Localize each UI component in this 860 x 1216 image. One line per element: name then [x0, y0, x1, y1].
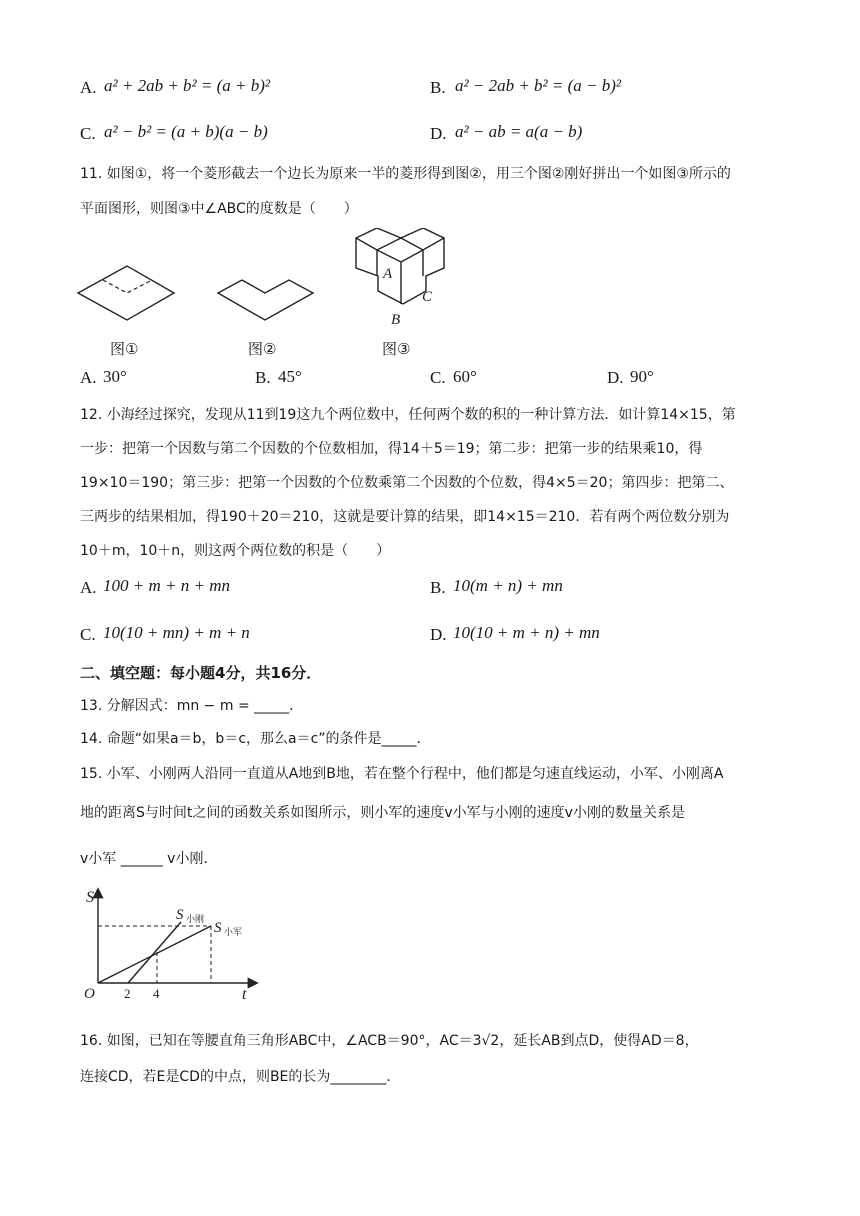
- q12-text-line1: 12. 小海经过探究，发现从11到19这九个两位数中，任何两个数的积的一种计算方法．如计算14×15，第: [80, 407, 736, 423]
- q11-option-c-value: 60°: [453, 367, 477, 386]
- q11-option-d-letter: D.: [607, 368, 624, 387]
- q16-text-line2: 连接CD，若E是CD的中点，则BE的长为________．: [80, 1069, 401, 1085]
- q15-distance-time-graph: [78, 880, 268, 1005]
- q10-option-b-expr: a² − 2ab + b² = (a − b)²: [455, 76, 621, 95]
- q10-option-c-letter: C.: [80, 124, 96, 143]
- q11-option-a-value: 30°: [103, 367, 127, 386]
- q11-option-a-letter: A.: [80, 368, 97, 387]
- q12-option-c-expr: 10(10 + mn) + m + n: [103, 623, 250, 642]
- q12-option-a-letter: A.: [80, 578, 97, 597]
- label-s-xiaogang-sub: 小刚: [186, 914, 205, 924]
- q10-option-a-expr: a² + 2ab + b² = (a + b)²: [104, 76, 270, 95]
- q12-option-a-expr: 100 + m + n + mn: [103, 576, 230, 595]
- x-axis-label: t: [242, 986, 247, 1003]
- q13-text: 13. 分解因式：mn − m = _____．: [80, 698, 304, 714]
- tick-label-2: 2: [124, 986, 131, 1001]
- fig3-caption: 图③: [382, 340, 411, 358]
- q10-option-d-letter: D.: [430, 124, 447, 143]
- q15-text-line3: v小军 ______ v小刚．: [80, 851, 218, 867]
- label-s-xiaojun-sub: 小军: [224, 927, 243, 937]
- q12-text-line2: 一步：把第一个因数与第二个因数的个位数相加，得14＋5＝19；第二步：把第一步的结果乘10，得: [80, 441, 703, 457]
- fig1-caption: 图①: [110, 340, 139, 358]
- figure-1-rhombus: [78, 266, 174, 320]
- q11-option-b-letter: B.: [255, 368, 271, 387]
- tick-label-4: 4: [153, 986, 160, 1001]
- line-xiaogang: [128, 922, 181, 983]
- fig3-label-b: B: [391, 312, 401, 328]
- y-axis-label: S: [86, 889, 94, 906]
- q10-option-c-expr: a² − b² = (a + b)(a − b): [104, 122, 268, 141]
- section-title-fill-in: 二、填空题：每小题4分，共16分．: [80, 664, 322, 682]
- q12-text-line5: 10＋m，10＋n，则这两个两位数的积是（ ）: [80, 543, 391, 559]
- origin-label: O: [84, 986, 95, 1002]
- q14-text: 14. 命题“如果a＝b，b＝c，那么a＝c”的条件是_____．: [80, 731, 431, 747]
- q10-option-d-expr: a² − ab = a(a − b): [455, 122, 583, 141]
- q10-option-a-letter: A.: [80, 78, 97, 97]
- q11-text-line1: 11. 如图①，将一个菱形截去一个边长为原来一半的菱形得到图②，用三个图②刚好拼出一个如图③所示的: [80, 166, 731, 182]
- q12-text-line3: 19×10＝190；第三步：把第一个因数的个位数乘第二个因数的个位数，得4×5＝20；第四步：把第二、: [80, 475, 734, 491]
- fig3-label-c: C: [422, 289, 433, 305]
- q11-option-c-letter: C.: [430, 368, 446, 387]
- q11-text-line2: 平面图形，则图③中∠ABC的度数是（ ）: [80, 201, 358, 217]
- q16-text-line1: 16. 如图，已知在等腰直角三角形ABC中，∠ACB＝90°，AC＝3√2，延长AB到点D，使得AD＝8，: [80, 1033, 699, 1049]
- q12-option-b-expr: 10(m + n) + mn: [453, 576, 563, 595]
- q11-option-b-value: 45°: [278, 367, 302, 386]
- q12-option-d-letter: D.: [430, 625, 447, 644]
- q12-text-line4: 三两步的结果相加，得190＋20＝210，这就是要计算的结果，即14×15＝210．若有两个两位数分别为: [80, 509, 730, 525]
- q12-option-b-letter: B.: [430, 578, 446, 597]
- q11-option-d-value: 90°: [630, 367, 654, 386]
- q12-option-c-letter: C.: [80, 625, 96, 644]
- figure-2-cut-rhombus: [218, 280, 313, 320]
- label-s-xiaogang: S: [176, 907, 184, 923]
- label-s-xiaojun: S: [214, 920, 222, 936]
- q10-option-b-letter: B.: [430, 78, 446, 97]
- q15-text-line1: 15. 小军、小刚两人沿同一直道从A地到B地，若在整个行程中，他们都是匀速直线运动，小军、小刚离A: [80, 766, 724, 782]
- fig2-caption: 图②: [248, 340, 277, 358]
- fig3-label-a: A: [383, 266, 393, 282]
- q15-text-line2: 地的距离S与时间t之间的函数关系如图所示，则小军的速度v小军与小刚的速度v小刚的数量关系是: [80, 805, 685, 821]
- line-xiaojun: [98, 926, 211, 983]
- q12-option-d-expr: 10(10 + m + n) + mn: [453, 623, 600, 642]
